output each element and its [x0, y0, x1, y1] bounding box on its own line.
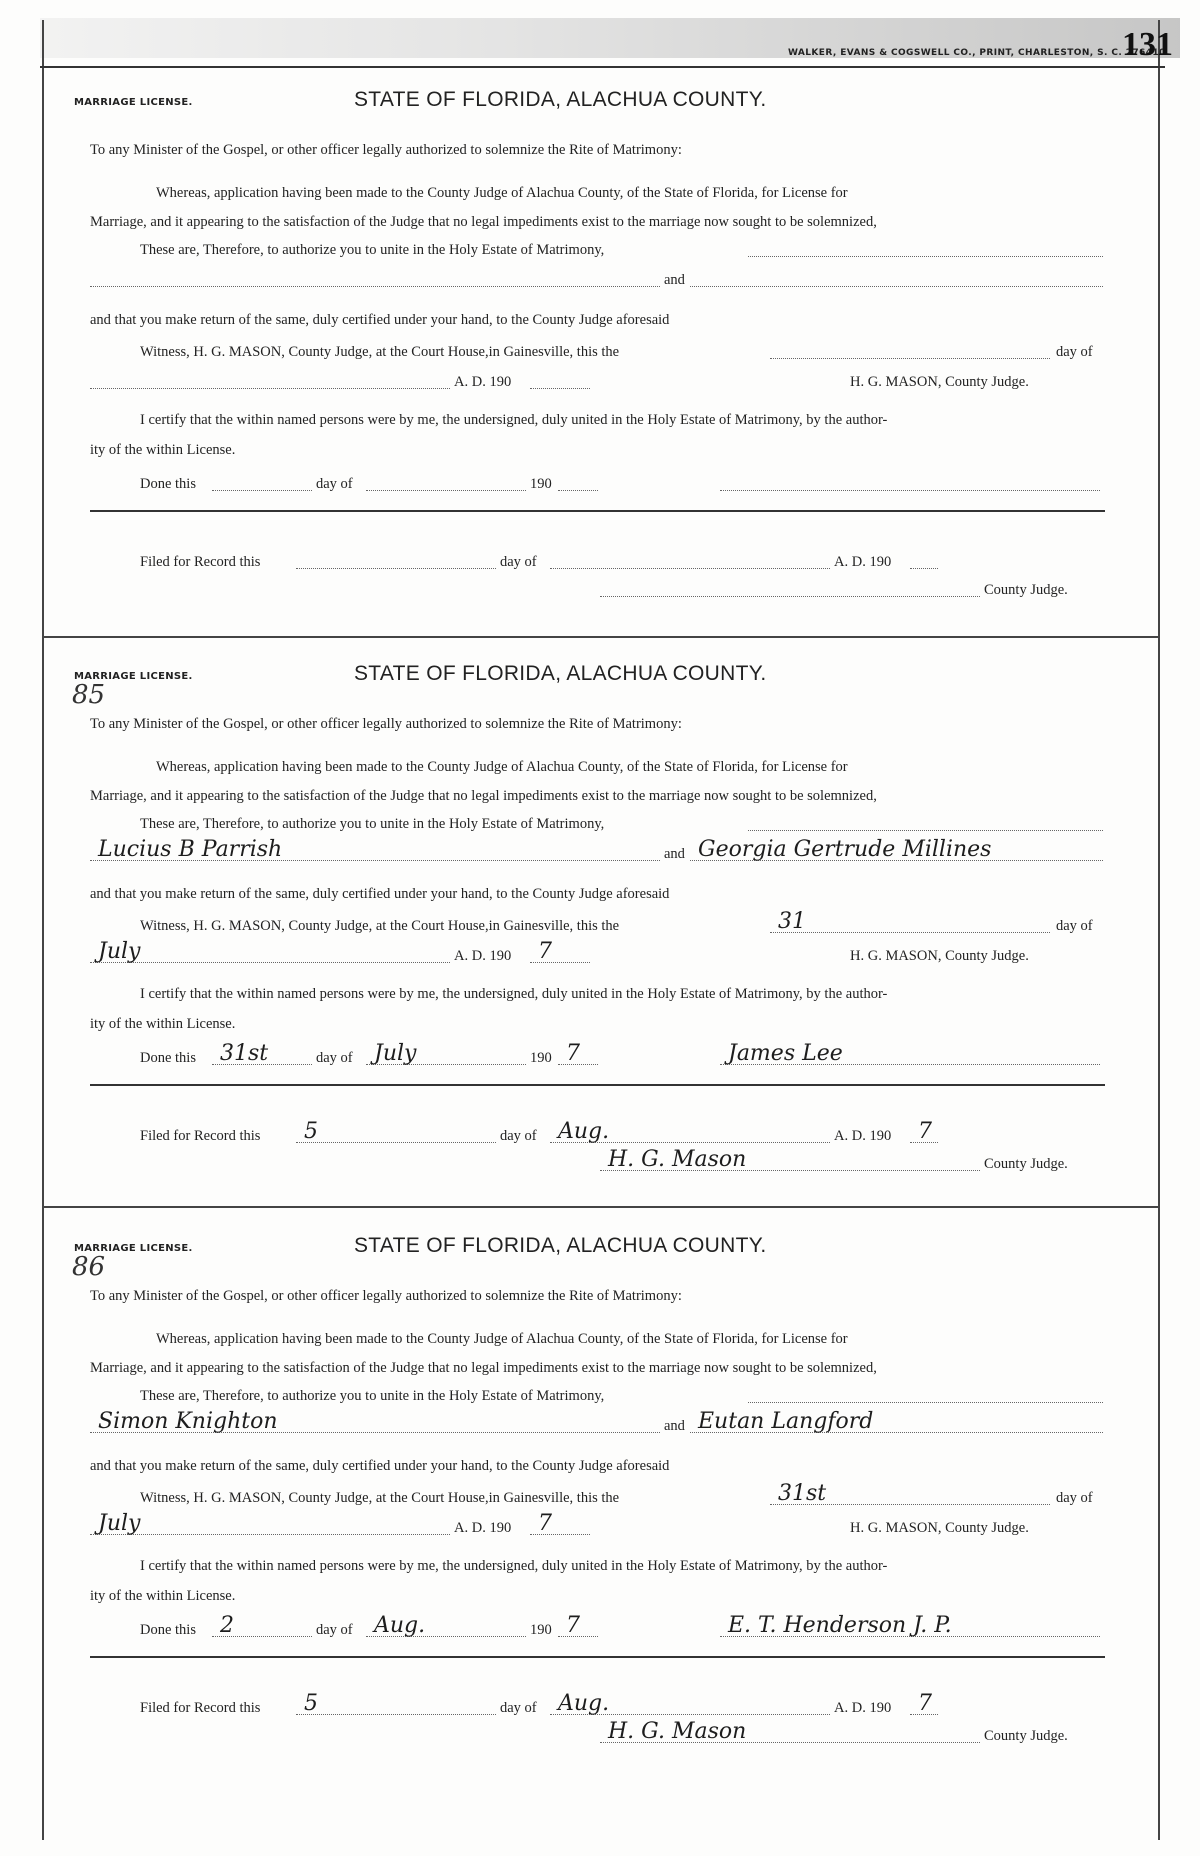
county-judge-label: County Judge. — [984, 1728, 1068, 1744]
done-190-label: 190 — [530, 476, 552, 492]
these-are-fill-blank — [748, 242, 1103, 262]
filed-judge-signature: H. G. Mason — [608, 1719, 747, 1744]
marriage-license-label: MARRIAGE LICENSE. — [74, 97, 193, 108]
filed-month-blank — [550, 1119, 830, 1148]
witness-year-blank — [530, 1511, 590, 1540]
day-of-label: day of — [1056, 918, 1093, 934]
done-month-blank — [366, 1613, 526, 1642]
filed-year: 7 — [918, 1691, 932, 1716]
return-line: and that you make return of the same, duly certified under your hand, to the County Judge aforesaid — [90, 1458, 670, 1474]
filed-judge-signature-blank — [600, 582, 980, 602]
done-day: 2 — [220, 1613, 234, 1638]
certify-line-2: ity of the within License. — [90, 442, 236, 458]
officiant-signature: James Lee — [728, 1041, 843, 1066]
witness-month-underline — [90, 1511, 450, 1536]
witness-month-blank — [90, 1511, 450, 1540]
witness-month-underline — [90, 939, 450, 964]
officiant-signature: E. T. Henderson J. P. — [728, 1613, 952, 1638]
filed-month-underline — [550, 554, 830, 569]
filed-judge-signature-underline — [600, 1719, 980, 1744]
frame-left-border — [42, 20, 44, 1840]
done-day-of-label: day of — [316, 1622, 353, 1638]
minister-address: To any Minister of the Gospel, or other officer legally authorized to solemnize the Rite of Matrimony: — [90, 142, 682, 158]
judge-signature-print: H. G. MASON, County Judge. — [850, 948, 1029, 964]
done-this-label: Done this — [140, 1050, 196, 1066]
filed-year-underline — [910, 554, 938, 569]
filed-for-record-label: Filed for Record this — [140, 1700, 261, 1716]
ad-190-label: A. D. 190 — [454, 948, 512, 964]
judge-signature-print: H. G. MASON, County Judge. — [850, 1520, 1029, 1536]
these-are-fill-underline — [748, 242, 1103, 257]
state-title: STATE OF FLORIDA, ALACHUA COUNTY. — [354, 88, 767, 111]
witness-day-underline — [770, 344, 1050, 359]
witness-day: 31 — [778, 909, 806, 934]
filed-judge-signature: H. G. Mason — [608, 1147, 747, 1172]
whereas-line-1: Whereas, application having been made to the County Judge of Alachua County, of the State of Florida, for License for — [156, 759, 848, 775]
state-title: STATE OF FLORIDA, ALACHUA COUNTY. — [354, 662, 767, 685]
certify-line-1: I certify that the within named persons were by me, the undersigned, duly united in the Holy Estate of Matrimony, by the author- — [140, 1558, 888, 1574]
done-year-blank — [558, 476, 598, 496]
done-year-underline — [558, 1041, 598, 1066]
groom-name-blank — [90, 837, 660, 866]
witness-year-blank — [530, 374, 590, 394]
return-line: and that you make return of the same, duly certified under your hand, to the County Judge aforesaid — [90, 312, 670, 328]
done-this-label: Done this — [140, 476, 196, 492]
day-of-label: day of — [1056, 1490, 1093, 1506]
witness-day-blank — [770, 344, 1050, 364]
filed-judge-signature-underline — [600, 1147, 980, 1172]
county-judge-label: County Judge. — [984, 582, 1068, 598]
ad-190-label: A. D. 190 — [454, 1520, 512, 1536]
filed-day-of-label: day of — [500, 1700, 537, 1716]
whereas-line-1: Whereas, application having been made to the County Judge of Alachua County, of the State of Florida, for License for — [156, 185, 848, 201]
whereas-line-2: Marriage, and it appearing to the satisfaction of the Judge that no legal impediments exist to the marriage now sought to be solemnized, — [90, 1360, 877, 1376]
bride-name-blank — [690, 837, 1103, 866]
filed-day-blank — [296, 1119, 496, 1148]
witness-day-underline — [770, 909, 1050, 934]
minister-address: To any Minister of the Gospel, or other officer legally authorized to solemnize the Rite of Matrimony: — [90, 716, 682, 732]
done-year: 7 — [566, 1041, 580, 1066]
witness-line: Witness, H. G. MASON, County Judge, at the Court House,in Gainesville, this the — [140, 918, 620, 934]
county-judge-label: County Judge. — [984, 1156, 1068, 1172]
filed-day-blank — [296, 554, 496, 574]
done-day-blank — [212, 1613, 312, 1642]
witness-year-blank — [530, 939, 590, 968]
done-year-blank — [558, 1041, 598, 1070]
witness-year-underline — [530, 939, 590, 964]
done-month-underline — [366, 476, 526, 491]
done-year-blank — [558, 1613, 598, 1642]
certify-line-2: ity of the within License. — [90, 1016, 236, 1032]
filed-year-blank — [910, 1119, 938, 1148]
filed-month: Aug. — [558, 1119, 610, 1144]
license-number: 86 — [72, 1252, 106, 1282]
record-separator — [90, 1084, 1105, 1086]
officiant-signature-blank — [720, 476, 1100, 496]
these-are-fill-blank — [748, 816, 1103, 836]
printer-note: WALKER, EVANS & COGSWELL CO., PRINT, CHARLESTON, S. C. 276410 — [788, 48, 1166, 58]
these-are-line: These are, Therefore, to authorize you to unite in the Holy Estate of Matrimony, — [140, 816, 605, 832]
day-of-label: day of — [1056, 344, 1093, 360]
filed-month: Aug. — [558, 1691, 610, 1716]
done-day-of-label: day of — [316, 1050, 353, 1066]
these-are-fill-blank — [748, 1388, 1103, 1408]
done-day-underline — [212, 1041, 312, 1066]
bride-name-underline — [690, 272, 1103, 287]
filed-judge-signature-blank — [600, 1147, 980, 1176]
judge-signature-print: H. G. MASON, County Judge. — [850, 374, 1029, 390]
witness-day-blank — [770, 1481, 1050, 1510]
done-month-underline — [366, 1041, 526, 1066]
witness-month-blank — [90, 374, 450, 394]
groom-name-blank — [90, 272, 660, 292]
groom-name-blank — [90, 1409, 660, 1438]
page-number: 131 — [1122, 26, 1173, 63]
done-day-blank — [212, 1041, 312, 1070]
certify-line-1: I certify that the within named persons were by me, the undersigned, duly united in the Holy Estate of Matrimony, by the author- — [140, 412, 888, 428]
bride-name-underline — [690, 837, 1103, 862]
certify-line-1: I certify that the within named persons were by me, the undersigned, duly united in the Holy Estate of Matrimony, by the author- — [140, 986, 888, 1002]
frame-right-border — [1158, 20, 1160, 1840]
officiant-signature-blank — [720, 1041, 1100, 1070]
witness-line: Witness, H. G. MASON, County Judge, at the Court House,in Gainesville, this the — [140, 1490, 620, 1506]
officiant-signature-underline — [720, 1041, 1100, 1066]
filed-day: 5 — [304, 1691, 318, 1716]
and-label: and — [664, 846, 685, 862]
done-month-underline — [366, 1613, 526, 1638]
officiant-signature-blank — [720, 1613, 1100, 1642]
done-day-blank — [212, 476, 312, 496]
witness-month: July — [98, 939, 141, 964]
groom-name: Simon Knighton — [98, 1409, 278, 1434]
witness-year-underline — [530, 374, 590, 389]
bride-name-blank — [690, 1409, 1103, 1438]
these-are-fill-underline — [748, 816, 1103, 831]
groom-name-underline — [90, 837, 660, 862]
filed-year-underline — [910, 1691, 938, 1716]
officiant-signature-underline — [720, 476, 1100, 491]
filed-month-underline — [550, 1691, 830, 1716]
done-190-label: 190 — [530, 1050, 552, 1066]
filed-judge-signature-underline — [600, 582, 980, 597]
filed-day-of-label: day of — [500, 554, 537, 570]
done-190-label: 190 — [530, 1622, 552, 1638]
done-year-underline — [558, 476, 598, 491]
ad-190-label: A. D. 190 — [454, 374, 512, 390]
groom-name: Lucius B Parrish — [98, 837, 283, 862]
filed-day-blank — [296, 1691, 496, 1720]
filed-ad-label: A. D. 190 — [834, 1700, 892, 1716]
done-day-underline — [212, 476, 312, 491]
done-this-label: Done this — [140, 1622, 196, 1638]
witness-month: July — [98, 1511, 141, 1536]
filed-month-blank — [550, 554, 830, 574]
filed-day-underline — [296, 554, 496, 569]
filed-month-blank — [550, 1691, 830, 1720]
filed-for-record-label: Filed for Record this — [140, 1128, 261, 1144]
license-number: 85 — [72, 680, 106, 710]
state-title: STATE OF FLORIDA, ALACHUA COUNTY. — [354, 1234, 767, 1257]
filed-day-underline — [296, 1119, 496, 1144]
filed-day-underline — [296, 1691, 496, 1716]
these-are-line: These are, Therefore, to authorize you to unite in the Holy Estate of Matrimony, — [140, 1388, 605, 1404]
witness-line: Witness, H. G. MASON, County Judge, at the Court House,in Gainesville, this the — [140, 344, 620, 360]
whereas-line-1: Whereas, application having been made to the County Judge of Alachua County, of the State of Florida, for License for — [156, 1331, 848, 1347]
groom-name-underline — [90, 1409, 660, 1434]
and-label: and — [664, 1418, 685, 1434]
done-day: 31st — [220, 1041, 269, 1066]
witness-year: 7 — [538, 1511, 552, 1536]
witness-month-underline — [90, 374, 450, 389]
record-separator — [90, 1656, 1105, 1658]
whereas-line-2: Marriage, and it appearing to the satisfaction of the Judge that no legal impediments exist to the marriage now sought to be solemnized, — [90, 788, 877, 804]
marriage-license-label: MARRIAGE LICENSE. — [74, 671, 193, 682]
bride-name-underline — [690, 1409, 1103, 1434]
filed-month-underline — [550, 1119, 830, 1144]
witness-day-blank — [770, 909, 1050, 938]
return-line: and that you make return of the same, duly certified under your hand, to the County Judge aforesaid — [90, 886, 670, 902]
license-divider — [44, 636, 1158, 638]
bride-name: Eutan Langford — [698, 1409, 874, 1434]
filed-year: 7 — [918, 1119, 932, 1144]
done-year-underline — [558, 1613, 598, 1638]
these-are-line: These are, Therefore, to authorize you to unite in the Holy Estate of Matrimony, — [140, 242, 605, 258]
done-month-blank — [366, 1041, 526, 1070]
filed-ad-label: A. D. 190 — [834, 554, 892, 570]
done-day-of-label: day of — [316, 476, 353, 492]
filed-ad-label: A. D. 190 — [834, 1128, 892, 1144]
done-month-blank — [366, 476, 526, 496]
filed-judge-signature-blank — [600, 1719, 980, 1748]
certify-line-2: ity of the within License. — [90, 1588, 236, 1604]
license-divider — [44, 1206, 1158, 1208]
witness-year: 7 — [538, 939, 552, 964]
minister-address: To any Minister of the Gospel, or other officer legally authorized to solemnize the Rite of Matrimony: — [90, 1288, 682, 1304]
filed-day: 5 — [304, 1119, 318, 1144]
record-separator — [90, 510, 1105, 512]
and-label: and — [664, 272, 685, 288]
these-are-fill-underline — [748, 1388, 1103, 1403]
bride-name: Georgia Gertrude Millines — [698, 837, 992, 862]
officiant-signature-underline — [720, 1613, 1100, 1638]
frame-top-border — [40, 66, 1165, 68]
done-month: July — [374, 1041, 417, 1066]
witness-day: 31st — [778, 1481, 827, 1506]
witness-year-underline — [530, 1511, 590, 1536]
filed-year-blank — [910, 1691, 938, 1720]
done-month: Aug. — [374, 1613, 426, 1638]
filed-for-record-label: Filed for Record this — [140, 554, 261, 570]
witness-day-underline — [770, 1481, 1050, 1506]
witness-month-blank — [90, 939, 450, 968]
filed-year-blank — [910, 554, 938, 574]
done-day-underline — [212, 1613, 312, 1638]
marriage-license-label: MARRIAGE LICENSE. — [74, 1243, 193, 1254]
groom-name-underline — [90, 272, 660, 287]
bride-name-blank — [690, 272, 1103, 292]
whereas-line-2: Marriage, and it appearing to the satisfaction of the Judge that no legal impediments exist to the marriage now sought to be solemnized, — [90, 214, 877, 230]
filed-day-of-label: day of — [500, 1128, 537, 1144]
done-year: 7 — [566, 1613, 580, 1638]
filed-year-underline — [910, 1119, 938, 1144]
